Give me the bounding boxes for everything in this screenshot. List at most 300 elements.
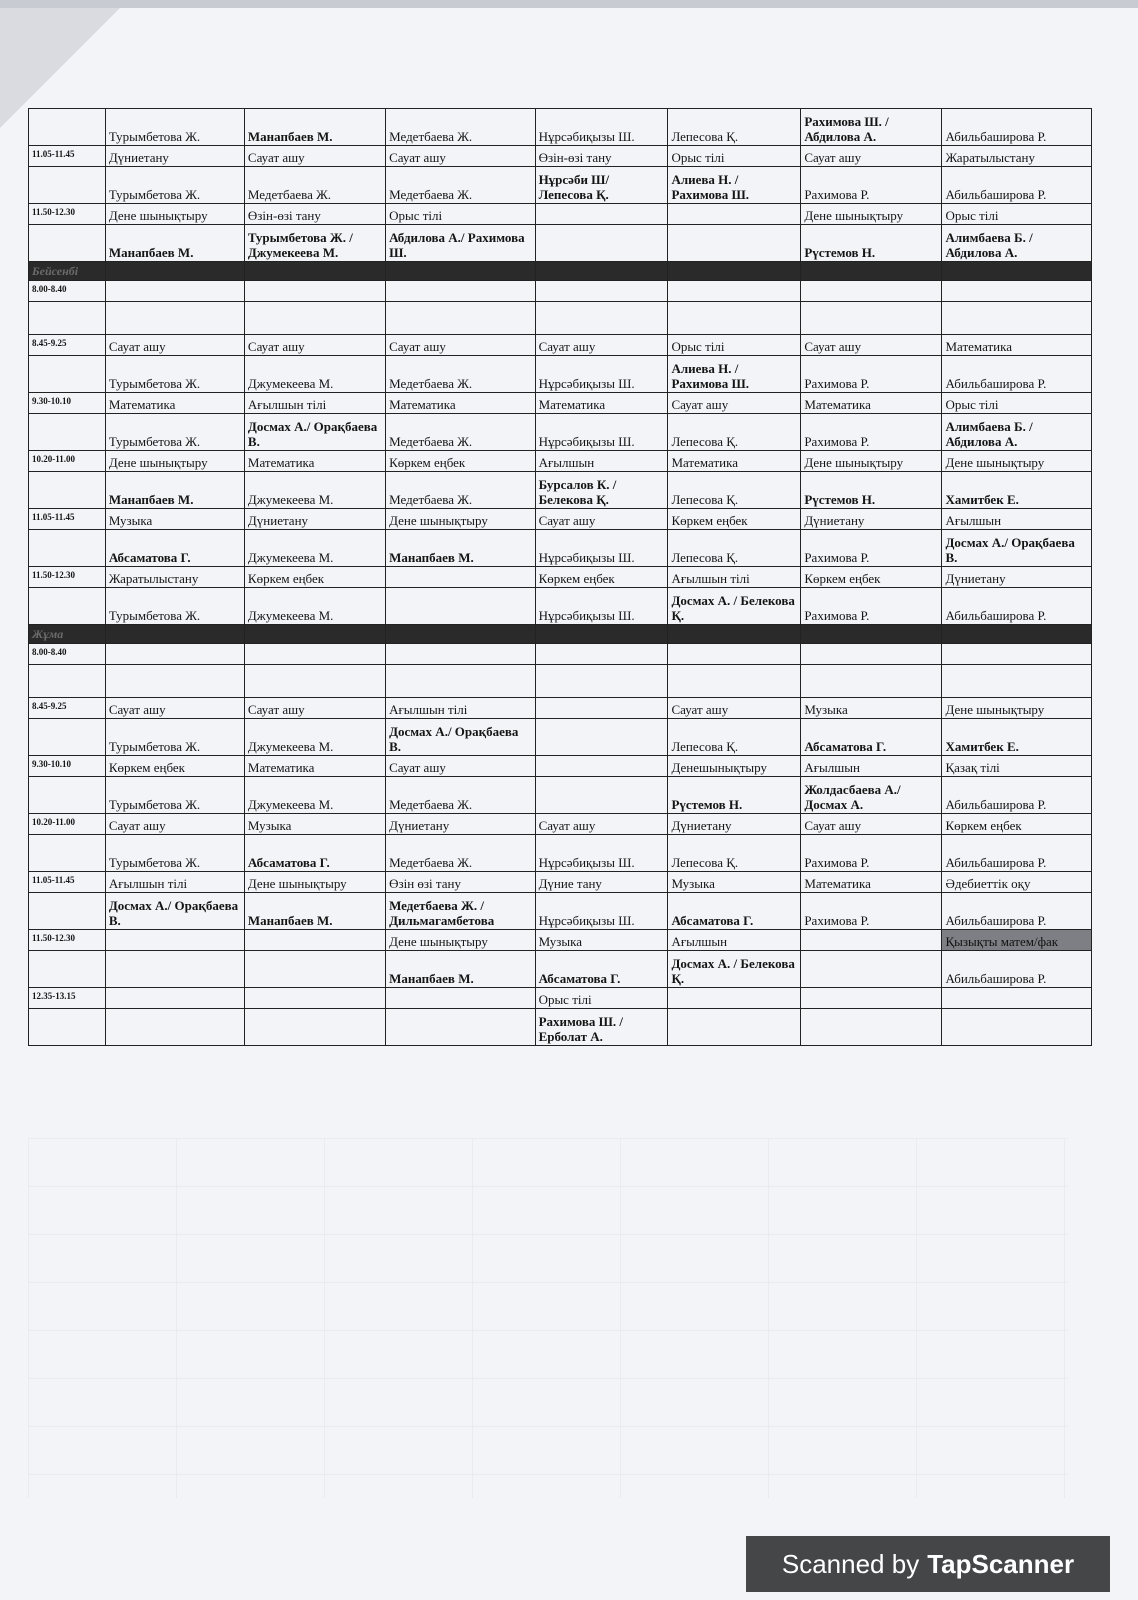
subject-cell [535,204,668,225]
watermark-brand: TapScanner [927,1548,1075,1579]
teacher-cell: Лепесова Қ. [668,530,801,567]
subject-cell: Өзін-өзі тану [244,204,385,225]
teacher-cell: Абильбаширова Р. [942,951,1092,988]
timetable-row [29,109,1092,146]
day-header-cell [386,262,535,281]
subject-cell: Сауат ашу [801,146,942,167]
teacher-cell: Рахимова Р. [801,414,942,451]
subject-cell [801,930,942,951]
teacher-cell [535,777,668,814]
teacher-cell: Абсаматова Г. [535,951,668,988]
time-slot [29,302,106,335]
timetable-sheet [28,108,1092,1046]
subject-cell: Ағылшын [535,451,668,472]
subject-cell: Сауат ашу [386,146,535,167]
subject-cell: Дене шынықтыру [801,451,942,472]
subject-cell: Сауат ашу [668,393,801,414]
subject-cell: Дене шынықтыру [801,204,942,225]
subject-cell: Орыс тілі [386,204,535,225]
scanner-watermark [746,1536,1110,1592]
teacher-cell [105,951,244,988]
timetable-row [29,835,1092,872]
timetable-row [29,644,1092,665]
teacher-cell: Нұрсәбиқызы Ш. [535,356,668,393]
subject-cell [668,988,801,1009]
subject-cell: Көркем еңбек [244,567,385,588]
subject-cell [244,930,385,951]
subject-cell [386,644,535,665]
teacher-cell [942,1009,1092,1046]
day-header-cell [668,262,801,281]
teacher-cell: Джумекеева М. [244,356,385,393]
subject-cell [535,281,668,302]
day-header-cell [244,262,385,281]
teacher-cell: Турымбетова Ж. [105,835,244,872]
teacher-cell [386,1009,535,1046]
teacher-cell [535,719,668,756]
teacher-cell: Турымбетова Ж. [105,588,244,625]
day-header-cell [942,625,1092,644]
time-slot: 10.20-11.00 [29,814,106,835]
teacher-cell: Лепесова Қ. [668,472,801,509]
teacher-cell [105,1009,244,1046]
subject-cell: Денешынықтыру [668,756,801,777]
subject-cell: Сауат ашу [244,146,385,167]
teacher-cell: Медетбаева Ж. [386,167,535,204]
teacher-cell: Турымбетова Ж. [105,777,244,814]
subject-cell [668,644,801,665]
subject-cell: Дүние тану [535,872,668,893]
teacher-cell: Досмах А. / Белекова Қ. [668,588,801,625]
subject-cell [535,698,668,719]
subject-cell: Сауат ашу [105,335,244,356]
subject-cell [942,281,1092,302]
teacher-cell: Рахимова Ш. / Ерболат А. [535,1009,668,1046]
teacher-cell [942,302,1092,335]
time-slot: 11.05-11.45 [29,509,106,530]
timetable-row [29,356,1092,393]
subject-cell [244,988,385,1009]
subject-cell: Дене шынықтыру [386,509,535,530]
subject-cell: Ағылшын тілі [244,393,385,414]
teacher-cell: Джумекеева М. [244,719,385,756]
subject-cell [668,281,801,302]
teacher-cell: Абильбаширова Р. [942,109,1092,146]
subject-cell: Көркем еңбек [386,451,535,472]
subject-cell: Дене шынықтыру [386,930,535,951]
subject-cell: Сауат ашу [105,698,244,719]
teacher-cell: Медетбаева Ж. [386,777,535,814]
teacher-cell [668,302,801,335]
time-slot [29,356,106,393]
subject-cell: Музыка [535,930,668,951]
timetable-row [29,988,1092,1009]
teacher-cell: Лепесова Қ. [668,835,801,872]
teacher-cell: Абсаматова Г. [801,719,942,756]
subject-cell: Дене шынықтыру [105,451,244,472]
teacher-cell: Рахимова Ш. / Абдилова А. [801,109,942,146]
teacher-cell: Джумекеева М. [244,472,385,509]
subject-cell: Сауат ашу [244,335,385,356]
timetable-row [29,777,1092,814]
subject-cell: Дене шынықтыру [244,872,385,893]
day-name: Жұма [29,625,106,644]
subject-cell: Дене шынықтыру [942,698,1092,719]
teacher-cell: Абильбаширова Р. [942,835,1092,872]
subject-cell [801,644,942,665]
day-header-cell [942,262,1092,281]
time-slot [29,472,106,509]
subject-cell: Орыс тілі [535,988,668,1009]
time-slot [29,530,106,567]
subject-cell: Сауат ашу [386,756,535,777]
time-slot: 11.05-11.45 [29,146,106,167]
time-slot: 9.30-10.10 [29,393,106,414]
timetable-row [29,719,1092,756]
teacher-cell [386,302,535,335]
teacher-cell: Медетбаева Ж. / Дильмагамбетова [386,893,535,930]
day-header-row [29,262,1092,281]
subject-cell: Дүниетану [105,146,244,167]
timetable-row [29,588,1092,625]
day-header-cell [244,625,385,644]
teacher-cell: Рүстемов Н. [801,225,942,262]
subject-cell: Математика [244,451,385,472]
teacher-cell: Рахимова Р. [801,167,942,204]
time-slot [29,1009,106,1046]
time-slot [29,167,106,204]
time-slot: 8.45-9.25 [29,698,106,719]
time-slot [29,414,106,451]
subject-cell: Ағылшын [801,756,942,777]
time-slot: 11.05-11.45 [29,872,106,893]
teacher-cell: Манапбаев М. [244,893,385,930]
subject-cell: Көркем еңбек [535,567,668,588]
subject-cell [801,988,942,1009]
timetable-row [29,814,1092,835]
teacher-cell: Манапбаев М. [244,109,385,146]
day-header-row [29,625,1092,644]
subject-cell [942,988,1092,1009]
teacher-cell: Турымбетова Ж. [105,356,244,393]
time-slot: 9.30-10.10 [29,756,106,777]
subject-cell: Орыс тілі [942,204,1092,225]
teacher-cell [244,951,385,988]
subject-cell: Математика [668,451,801,472]
subject-cell: Көркем еңбек [668,509,801,530]
teacher-cell: Алиева Н. / Рахимова Ш. [668,356,801,393]
time-slot [29,225,106,262]
time-slot: 12.35-13.15 [29,988,106,1009]
teacher-cell: Досмах А./ Орақбаева В. [244,414,385,451]
subject-cell: Қызықты матем/фак [942,930,1092,951]
subject-cell: Сауат ашу [386,335,535,356]
subject-cell: Дүниетану [244,509,385,530]
subject-cell: Математика [386,393,535,414]
timetable-row [29,665,1092,698]
timetable-row [29,335,1092,356]
subject-cell: Сауат ашу [244,698,385,719]
subject-cell: Математика [105,393,244,414]
subject-cell [386,281,535,302]
watermark-prefix: Scanned by [781,1548,920,1579]
subject-cell: Сауат ашу [535,335,668,356]
teacher-cell: Абильбаширова Р. [942,893,1092,930]
teacher-cell [244,302,385,335]
timetable-row [29,567,1092,588]
timetable-row [29,302,1092,335]
teacher-cell: Манапбаев М. [386,530,535,567]
teacher-cell: Абильбаширова Р. [942,588,1092,625]
subject-cell: Математика [942,335,1092,356]
subject-cell: Өзін өзі тану [386,872,535,893]
teacher-cell: Досмах А./ Орақбаева В. [942,530,1092,567]
subject-cell: Сауат ашу [668,698,801,719]
time-slot: 11.50-12.30 [29,930,106,951]
teacher-cell: Алимбаева Б. / Абдилова А. [942,414,1092,451]
teacher-cell: Алимбаева Б. / Абдилова А. [942,225,1092,262]
teacher-cell: Турымбетова Ж. [105,167,244,204]
subject-cell: Жаратылыстану [942,146,1092,167]
time-slot [29,665,106,698]
timetable-body [29,109,1092,1046]
teacher-cell: Медетбаева Ж. [244,167,385,204]
subject-cell: Дүниетану [801,509,942,530]
subject-cell: Ағылшын тілі [386,698,535,719]
teacher-cell: Нұрсәбиқызы Ш. [535,893,668,930]
timetable-row [29,146,1092,167]
day-header-cell [535,262,668,281]
day-header-cell [668,625,801,644]
subject-cell: Әдебиеттік оқу [942,872,1092,893]
subject-cell: Көркем еңбек [105,756,244,777]
show-through-grid [28,1138,1068,1498]
timetable-row [29,281,1092,302]
subject-cell: Орыс тілі [668,146,801,167]
teacher-cell: Хамитбек Е. [942,719,1092,756]
teacher-cell [801,665,942,698]
timetable-row [29,472,1092,509]
teacher-cell: Лепесова Қ. [668,109,801,146]
teacher-cell: Абильбаширова Р. [942,777,1092,814]
time-slot: 8.45-9.25 [29,335,106,356]
teacher-cell [535,225,668,262]
teacher-cell: Абильбаширова Р. [942,167,1092,204]
teacher-cell: Хамитбек Е. [942,472,1092,509]
teacher-cell: Манапбаев М. [105,472,244,509]
teacher-cell [105,665,244,698]
teacher-cell [105,302,244,335]
teacher-cell: Рахимова Р. [801,356,942,393]
teacher-cell: Турымбетова Ж. / Джумекеева М. [244,225,385,262]
subject-cell: Жаратылыстану [105,567,244,588]
teacher-cell: Абдилова А./ Рахимова Ш. [386,225,535,262]
subject-cell [942,644,1092,665]
teacher-cell: Жолдасбаева А./ Досмах А. [801,777,942,814]
teacher-cell: Медетбаева Ж. [386,472,535,509]
subject-cell: Музыка [801,698,942,719]
subject-cell [105,644,244,665]
time-slot [29,109,106,146]
teacher-cell [244,1009,385,1046]
timetable-row [29,204,1092,225]
teacher-cell: Нұрсәбиқызы Ш. [535,588,668,625]
teacher-cell [668,225,801,262]
scanned-page [0,8,1138,1600]
teacher-cell [801,951,942,988]
teacher-cell: Медетбаева Ж. [386,109,535,146]
teacher-cell: Турымбетова Ж. [105,109,244,146]
teacher-cell: Медетбаева Ж. [386,835,535,872]
subject-cell: Орыс тілі [668,335,801,356]
timetable-row [29,414,1092,451]
timetable-row [29,930,1092,951]
subject-cell: Математика [801,393,942,414]
time-slot [29,777,106,814]
teacher-cell: Манапбаев М. [386,951,535,988]
day-name: Бейсенбі [29,262,106,281]
time-slot: 11.50-12.30 [29,204,106,225]
time-slot [29,588,106,625]
teacher-cell: Джумекеева М. [244,777,385,814]
day-header-cell [801,262,942,281]
subject-cell [244,644,385,665]
subject-cell [535,756,668,777]
subject-cell: Сауат ашу [801,335,942,356]
teacher-cell [942,665,1092,698]
teacher-cell [535,665,668,698]
timetable-row [29,451,1092,472]
time-slot [29,719,106,756]
subject-cell: Қазақ тілі [942,756,1092,777]
teacher-cell: Алиева Н. / Рахимова Ш. [668,167,801,204]
subject-cell: Сауат ашу [105,814,244,835]
timetable-row [29,1009,1092,1046]
subject-cell [105,988,244,1009]
subject-cell [801,281,942,302]
teacher-cell: Лепесова Қ. [668,414,801,451]
subject-cell: Көркем еңбек [801,567,942,588]
teacher-cell: Медетбаева Ж. [386,414,535,451]
day-header-cell [386,625,535,644]
subject-cell: Математика [535,393,668,414]
timetable-row [29,872,1092,893]
teacher-cell: Джумекеева М. [244,588,385,625]
subject-cell [386,988,535,1009]
subject-cell: Дене шынықтыру [942,451,1092,472]
subject-cell: Ағылшын тілі [668,567,801,588]
subject-cell: Дүниетану [942,567,1092,588]
teacher-cell: Турымбетова Ж. [105,414,244,451]
teacher-cell: Турымбетова Ж. [105,719,244,756]
day-header-cell [105,262,244,281]
subject-cell [105,930,244,951]
teacher-cell: Нұрсәбиқызы Ш. [535,109,668,146]
timetable-row [29,509,1092,530]
subject-cell: Орыс тілі [942,393,1092,414]
subject-cell: Сауат ашу [535,509,668,530]
teacher-cell [535,302,668,335]
subject-cell [105,281,244,302]
subject-cell: Музыка [105,509,244,530]
time-slot: 10.20-11.00 [29,451,106,472]
teacher-cell: Рахимова Р. [801,588,942,625]
teacher-cell: Рахимова Р. [801,530,942,567]
teacher-cell [801,302,942,335]
timetable-row [29,698,1092,719]
teacher-cell: Нұрсәбиқызы Ш. [535,530,668,567]
teacher-cell [386,665,535,698]
day-header-cell [801,625,942,644]
timetable-row [29,951,1092,988]
subject-cell: Ағылшын [668,930,801,951]
teacher-cell: Рахимова Р. [801,893,942,930]
time-slot: 8.00-8.40 [29,281,106,302]
subject-cell: Дүниетану [386,814,535,835]
timetable [28,108,1092,1046]
timetable-row [29,530,1092,567]
time-slot: 11.50-12.30 [29,567,106,588]
teacher-cell [244,665,385,698]
day-header-cell [535,625,668,644]
subject-cell [535,644,668,665]
subject-cell: Сауат ашу [801,814,942,835]
teacher-cell: Нұрсәбиқызы Ш. [535,835,668,872]
subject-cell: Сауат ашу [535,814,668,835]
teacher-cell: Лепесова Қ. [668,719,801,756]
timetable-row [29,167,1092,204]
subject-cell [668,204,801,225]
teacher-cell [668,1009,801,1046]
subject-cell: Музыка [244,814,385,835]
teacher-cell: Нұрсәбиқызы Ш. [535,414,668,451]
time-slot [29,835,106,872]
teacher-cell: Нұрсәби Ш/ Лепесова Қ. [535,167,668,204]
teacher-cell: Абсаматова Г. [668,893,801,930]
subject-cell: Ағылшын [942,509,1092,530]
teacher-cell: Медетбаева Ж. [386,356,535,393]
teacher-cell: Рүстемов Н. [668,777,801,814]
timetable-row [29,225,1092,262]
subject-cell: Өзін-өзі тану [535,146,668,167]
subject-cell: Көркем еңбек [942,814,1092,835]
time-slot [29,951,106,988]
teacher-cell: Абсаматова Г. [105,530,244,567]
teacher-cell: Абсаматова Г. [244,835,385,872]
teacher-cell: Манапбаев М. [105,225,244,262]
subject-cell [386,567,535,588]
teacher-cell: Досмах А./ Орақбаева В. [105,893,244,930]
subject-cell: Дүниетану [668,814,801,835]
teacher-cell: Досмах А./ Орақбаева В. [386,719,535,756]
time-slot [29,893,106,930]
timetable-row [29,756,1092,777]
teacher-cell: Абильбаширова Р. [942,356,1092,393]
teacher-cell [386,588,535,625]
teacher-cell: Джумекеева М. [244,530,385,567]
subject-cell: Дене шынықтыру [105,204,244,225]
teacher-cell: Рүстемов Н. [801,472,942,509]
subject-cell: Математика [244,756,385,777]
day-header-cell [105,625,244,644]
time-slot: 8.00-8.40 [29,644,106,665]
teacher-cell: Рахимова Р. [801,835,942,872]
subject-cell [244,281,385,302]
timetable-row [29,893,1092,930]
teacher-cell: Бурсалов К. / Белекова Қ. [535,472,668,509]
teacher-cell [801,1009,942,1046]
subject-cell: Ағылшын тілі [105,872,244,893]
